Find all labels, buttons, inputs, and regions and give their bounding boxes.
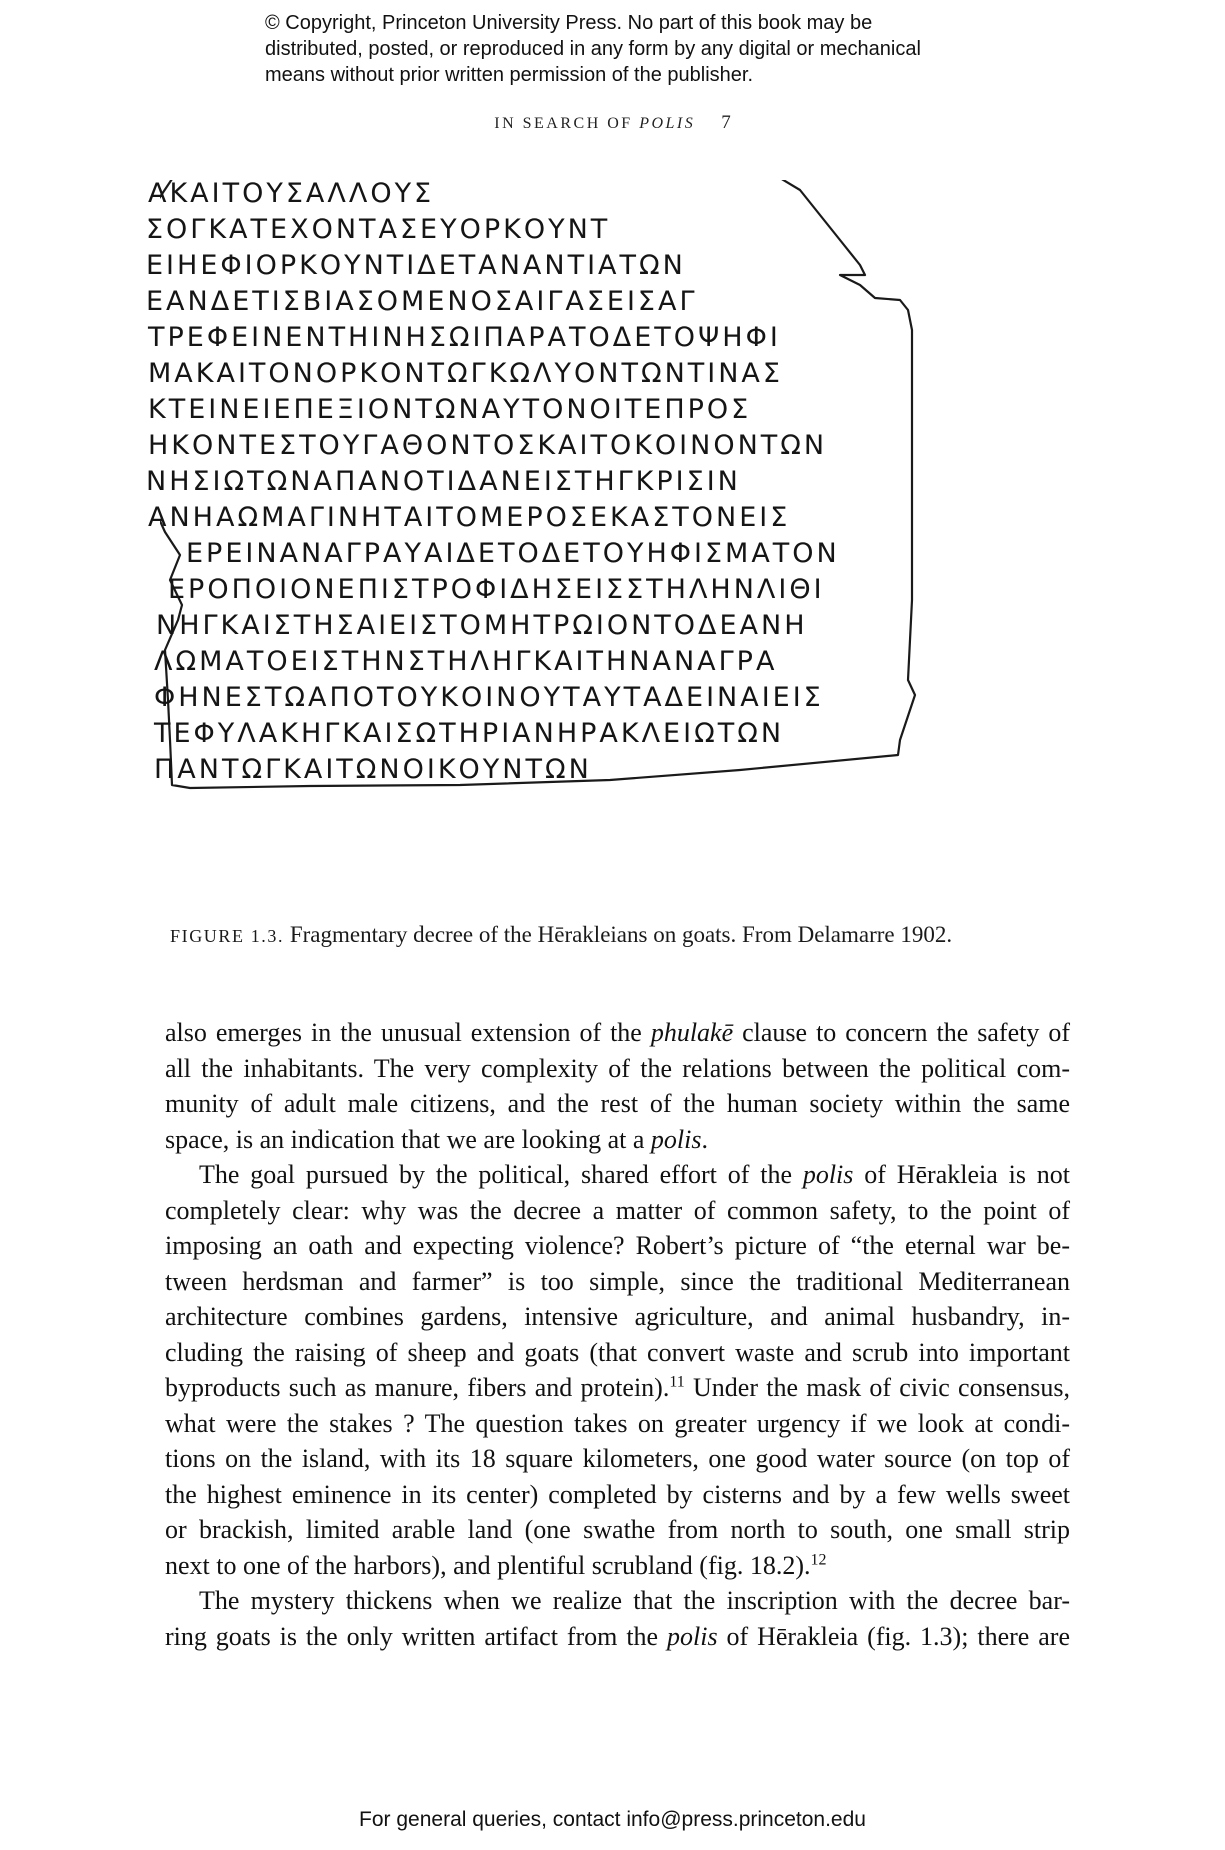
text-line: what were the stakes ? The question takes on greater urgency if we look at condi- xyxy=(165,1408,1070,1438)
figure-caption xyxy=(170,922,1130,948)
text-line: The goal pursued by the political, shared effort of the polis of Hērakleia is not xyxy=(199,1160,1070,1189)
copyright-line: means without prior written permission of the publisher. xyxy=(265,64,754,86)
inscription-line: ΕΡΕΙΝΑΝΑΓΡΑΥΑΙΔΕΤΟΔΕΤΟΥΗΦΙΣΜΑΤΟΝ xyxy=(186,538,840,569)
copyright-notice xyxy=(265,10,1025,88)
text-line: cluding the raising of sheep and goats (that convert waste and scrub into important xyxy=(165,1337,1070,1367)
inscription-line: ΤΡΕΦΕΙΝΕΝΤΗΙΝΗΣΩΙΠΑΡΑΤΟΔΕΤΟΨΗΦΙ xyxy=(148,322,781,353)
body-text xyxy=(165,1015,1070,1654)
inscription-line: ΣΟΓΚΑΤΕΧΟΝΤΑΣΕΥΟΡΚΟΥΝΤ xyxy=(146,214,611,245)
running-head xyxy=(0,112,1225,134)
text-line: tween herdsman and farmer” is too simple, since the traditional Mediterranean xyxy=(165,1266,1070,1296)
inscription-line: ΕΡΟΠΟΙΟΝΕΠΙΣΤΡΟΦΙΔΗΣΕΙΣΣΤΗΛΗΝΛΙΘΙ xyxy=(168,574,825,605)
inscription-line: ΕΙΗΕΦΙΟΡΚΟΥΝΤΙΔΕΤΑΝΑΝΤΙΑΤΩΝ xyxy=(146,250,686,281)
inscription-line: ΝΗΓΚΑΙΣΤΗΣΑΙΕΙΣΤΟΜΗΤΡΩΙΟΝΤΟΔΕΑΝΗ xyxy=(156,610,808,641)
footnote-ref[interactable]: 11 xyxy=(669,1373,685,1391)
running-head-title: IN SEARCH OF POLIS xyxy=(494,115,696,132)
paragraph-1 xyxy=(165,1015,1070,1157)
text-line: The mystery thickens when we realize that the inscription with the decree bar- xyxy=(199,1586,1070,1615)
inscription-line: ΚΤΕΙΝΕΙΕΠΕΞΙΟΝΤΩΝΑΥΤΟΝΟΙΤΕΠΡΟΣ xyxy=(148,394,752,425)
text-line: the highest eminence in its center) completed by cisterns and by a few wells sweet xyxy=(165,1479,1070,1509)
text-line: also emerges in the unusual extension of the phulakē clause to concern the safety of xyxy=(165,1018,1070,1047)
text-line: next to one of the harbors), and plentiful scrubland (fig. 18.2).$^{12}$ xyxy=(165,1550,827,1580)
text-line: all the inhabitants. The very complexity of the relations between the political com- xyxy=(165,1053,1070,1083)
footnote-ref[interactable]: 12 xyxy=(810,1550,827,1568)
inscription-line: ΑΝΗΑΩΜΑΓΙΝΗΤΑΙΤΟΜΕΡΟΣΕΚΑΣΤΟΝΕΙΣ xyxy=(148,502,791,533)
figure-caption-text: Fragmentary decree of the Hērakleians on goats. From Delamarre 1902. xyxy=(284,922,953,947)
copyright-line: distributed, posted, or reproduced in any form by any digital or mechanical xyxy=(265,38,921,60)
text-line: architecture combines gardens, intensive agriculture, and animal husbandry, in- xyxy=(165,1302,1070,1331)
figure-label: FIGURE 1.3. xyxy=(170,926,285,946)
inscription-line: ΛΩΜΑΤΟΕΙΣΤΗΝΣΤΗΛΗΓΚΑΙΤΗΝΑΝΑΓΡΑ xyxy=(154,646,778,677)
paragraph-3 xyxy=(165,1583,1070,1654)
text-line: imposing an oath and expecting violence? Robert’s picture of “the eternal war be- xyxy=(165,1231,1070,1260)
text-line: ring goats is the only written artifact from the polis of Hērakleia (fig. 1.3); there are xyxy=(165,1621,1070,1651)
inscription-line: ΜΑΚΑΙΤΟΝΟΡΚΟΝΤΩΓΚΩΛΥΟΝΤΩΝΤΙΝΑΣ xyxy=(148,358,783,389)
figure-inscription xyxy=(146,178,1080,930)
page-number: 7 xyxy=(721,112,731,133)
text-line: space, is an indication that we are looking at a polis. xyxy=(165,1124,708,1154)
inscription-text xyxy=(146,178,1080,930)
inscription-line: ΤΕΦΥΛΑΚΗΓΚΑΙΣΩΤΗΡΙΑΝΗΡΑΚΛΕΙΩΤΩΝ xyxy=(154,718,785,749)
text-line: completely clear: why was the decree a matter of common safety, to the point of xyxy=(165,1195,1070,1225)
text-line: tions on the island, with its 18 square kilometers, one good water source (on top of xyxy=(165,1444,1070,1473)
inscription-line: ΕΑΝΔΕΤΙΣΒΙΑΣΟΜΕΝΟΣΑΙΓΑΣΕΙΣΑΓ xyxy=(146,286,698,317)
text-line: munity of adult male citizens, and the rest of the human society within the same xyxy=(165,1089,1070,1118)
inscription-line: ΗΚΟΝΤΕΣΤΟΥΓΑΘΟΝΤΟΣΚΑΙΤΟΚΟΙΝΟΝΤΩΝ xyxy=(148,430,828,461)
inscription-line: ΝΗΣΙΩΤΩΝΑΠΑΝΟΤΙΔΑΝΕΙΣΤΗΓΚΡΙΣΙΝ xyxy=(146,466,741,497)
inscription-line: ΑΚΑΙΤΟΥΣΑΛΛΟΥΣ xyxy=(148,178,435,209)
inscription-line: ΦΗΝΕΣΤΩΑΠΟΤΟΥΚΟΙΝΟΥΤΑΥΤΑΔΕΙΝΑΙΕΙΣ xyxy=(154,682,824,713)
text-line: byproducts such as manure, fibers and protein).$^{11}$ Under the mask of civic consensus, xyxy=(165,1373,1070,1402)
footer-contact: For general queries, contact info@press.princeton.edu xyxy=(359,1808,866,1831)
inscription-line: ΠΑΝΤΩΓΚΑΙΤΩΝΟΙΚΟΥΝΤΩΝ xyxy=(154,754,592,785)
text-line: or brackish, limited arable land (one swathe from north to south, one small strip xyxy=(165,1515,1070,1544)
paragraph-2 xyxy=(165,1157,1070,1583)
copyright-line: © Copyright, Princeton University Press. No part of this book may be xyxy=(265,12,873,34)
